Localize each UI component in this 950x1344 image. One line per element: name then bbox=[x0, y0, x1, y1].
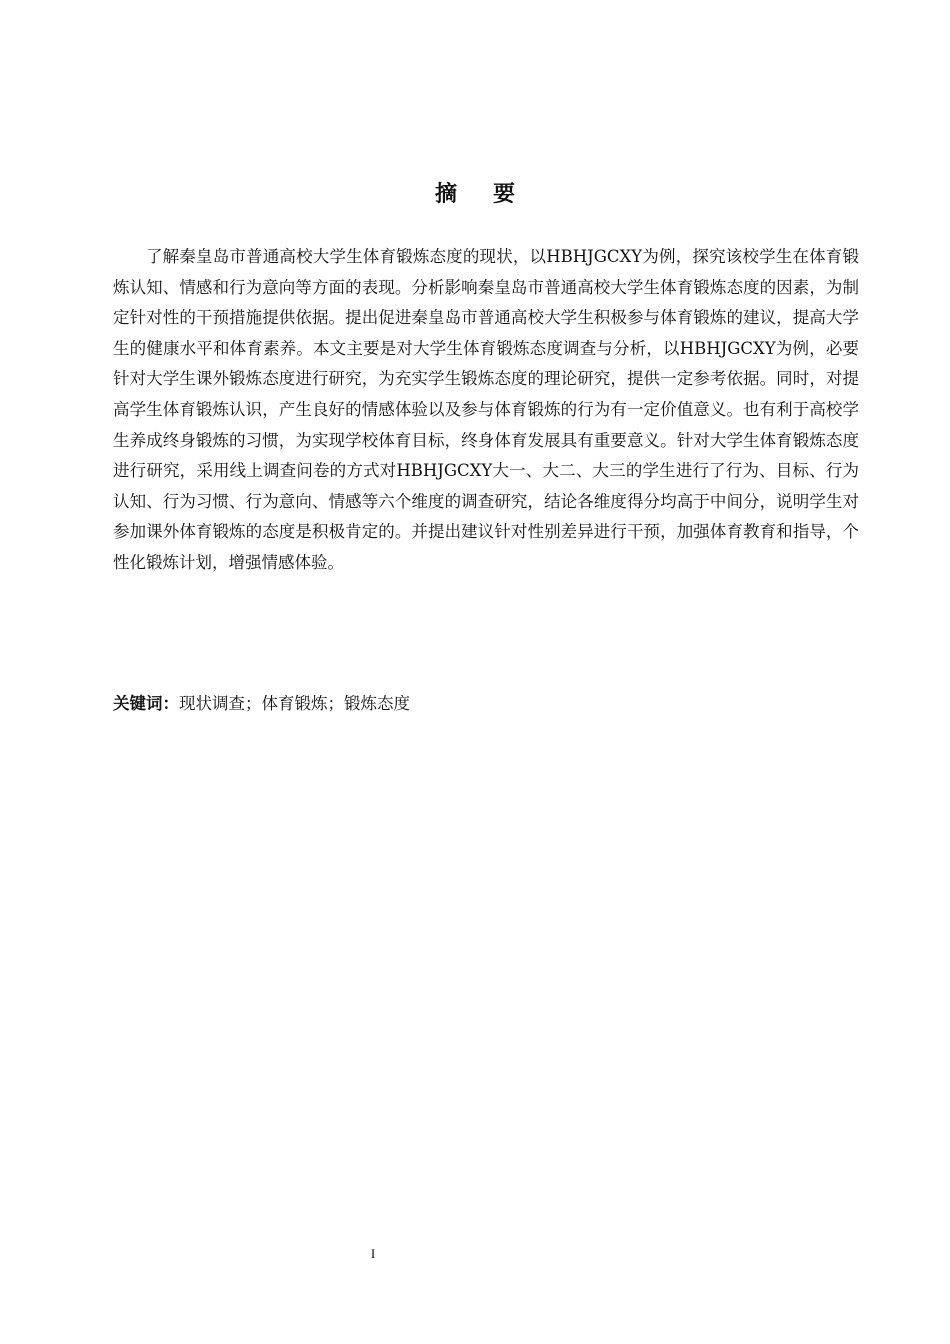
abstract-title: 摘要 bbox=[434, 182, 551, 207]
page-number: I bbox=[370, 1246, 376, 1261]
abstract-paragraph: 了解秦皇岛市普通高校大学生体育锻炼态度的现状，以HBHJGCXY为例，探究该校学生在体育锻炼认知、情感和行为意向等方面的表现。分析影响秦皇岛市普通高校大学生体育锻炼态度的因素，为制定针对性的干预措施提供依据。提出促进秦皇岛市普通高校大学生积极参与体育锻炼的建议，提高大学生的健康水平和体育素养。本文主要是对大学生体育锻炼态度调查与分析，以HBHJGCXY为例，必要针对大学生课外锻炼态度进行研究，为充实学生锻炼态度的理论研究，提供一定参考依据。同时，对提高学生体育锻炼认识，产生良好的情感体验以及参与体育锻炼的行为有一定价值意义。也有利于高校学生养成终身锻炼的习惯，为实现学校体育目标，终身体育发展具有重要意义。针对大学生体育锻炼态度进行研究，采用线上调查问卷的方式对HBHJGCXY大一、大二、大三的学生进行了行为、目标、行为认知、行为习惯、行为意向、情感等六个维度的调查研究，结论各维度得分均高于中间分，说明学生对参加课外体育锻炼的态度是积极肯定的。并提出建议针对性别差异进行干预，加强体育教育和指导，个性化锻炼计划，增强情感体验。 bbox=[113, 247, 859, 572]
keywords-text: 现状调查；体育锻炼；锻炼态度 bbox=[179, 694, 410, 713]
keywords-line bbox=[113, 689, 859, 719]
keywords-label: 关键词： bbox=[113, 694, 179, 713]
